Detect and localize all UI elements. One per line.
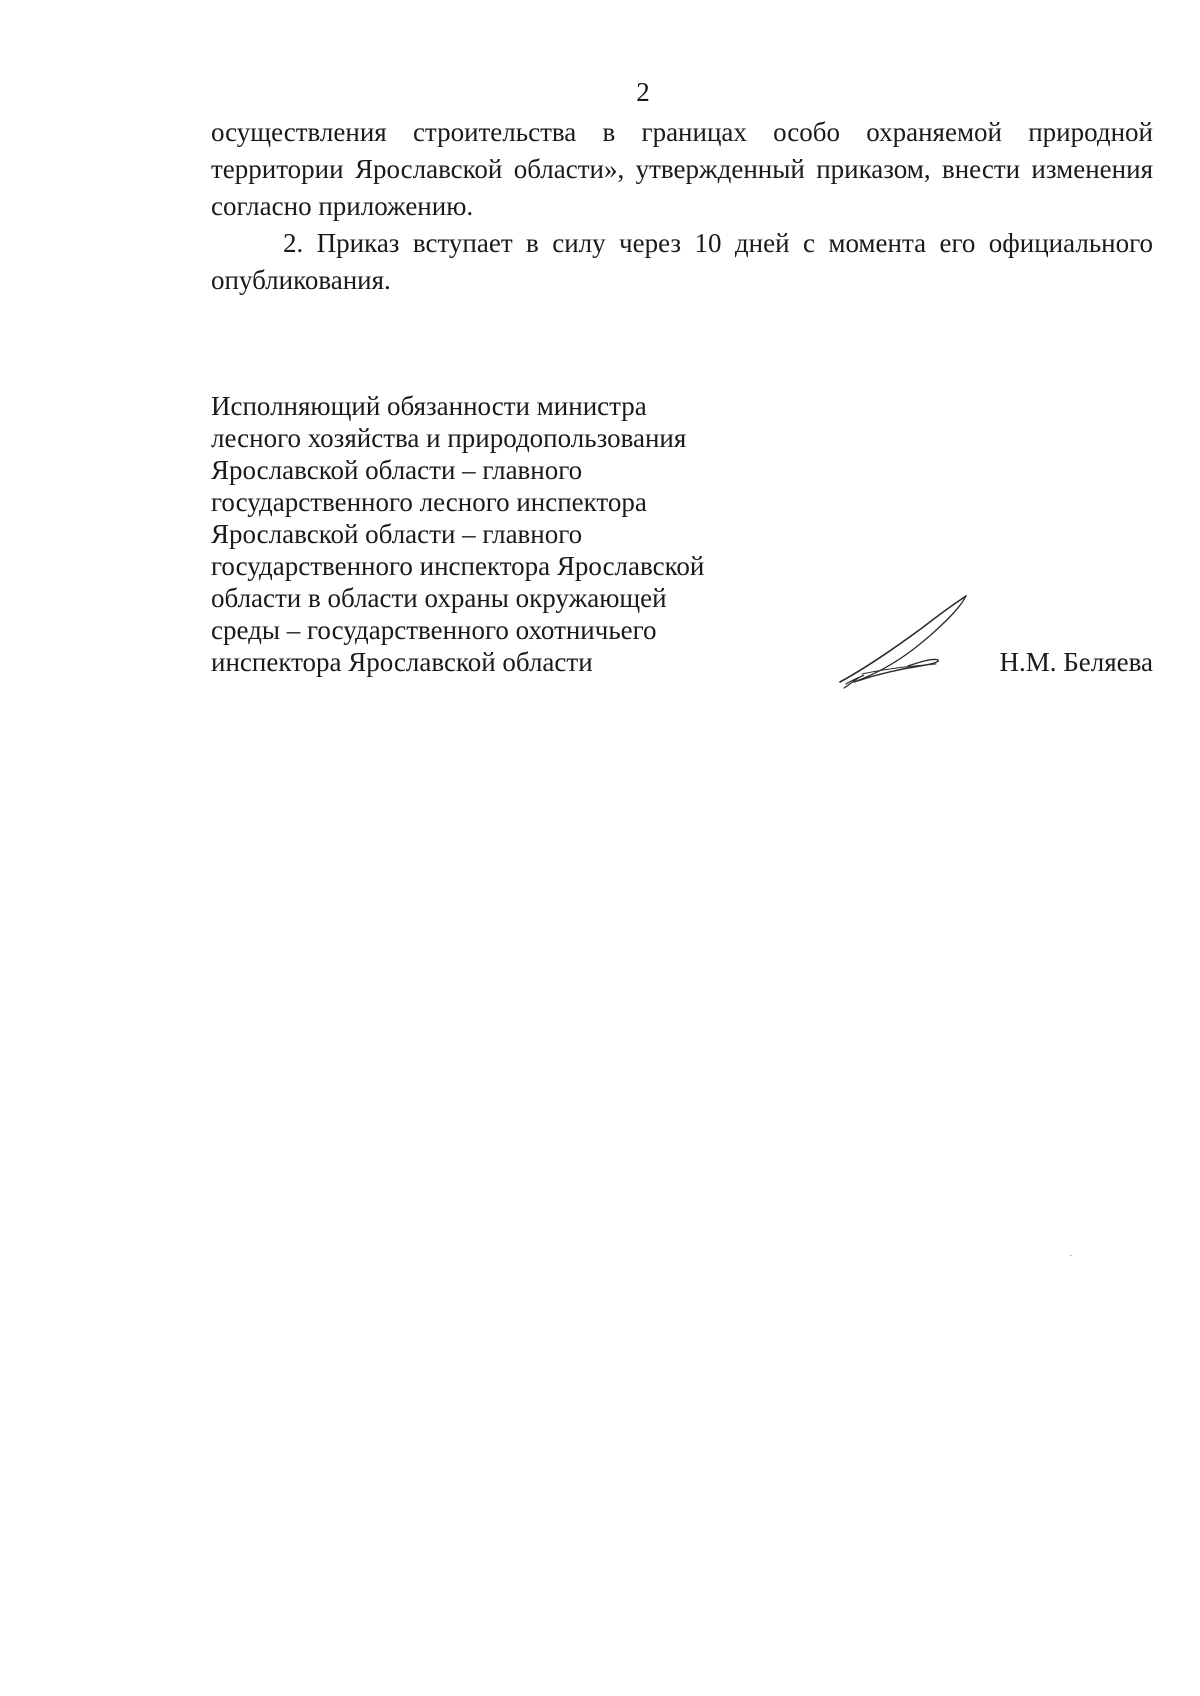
handwritten-signature-icon	[832, 590, 992, 690]
paragraph-1: осуществления строительства в границах особо охраняемой природной территории Ярославской области», утвержденный приказом, внести изменения согласно приложению.	[211, 117, 1153, 221]
position-line: государственного инспектора Ярославской	[211, 551, 705, 581]
signer-name: Н.М. Беляева	[999, 647, 1153, 677]
position-line: области в области охраны окружающей	[211, 583, 667, 613]
page-number: 2	[636, 77, 650, 107]
position-line: Исполняющий обязанности министра	[211, 391, 647, 421]
position-line: среды – государственного охотничьего	[211, 615, 657, 645]
position-line: Ярославской области – главного	[211, 519, 583, 549]
position-line: лесного хозяйства и природопользования	[211, 423, 687, 453]
position-line: государственного лесного инспектора	[211, 487, 647, 517]
scan-artifact	[1070, 1255, 1072, 1256]
signer-position	[211, 390, 771, 678]
document-body	[211, 114, 1153, 299]
position-line: Ярославской области – главного	[211, 455, 583, 485]
paragraph-2: 2. Приказ вступает в силу через 10 дней с момента его официального опубликования.	[211, 228, 1153, 295]
position-line: инспектора Ярославской области	[211, 647, 593, 677]
